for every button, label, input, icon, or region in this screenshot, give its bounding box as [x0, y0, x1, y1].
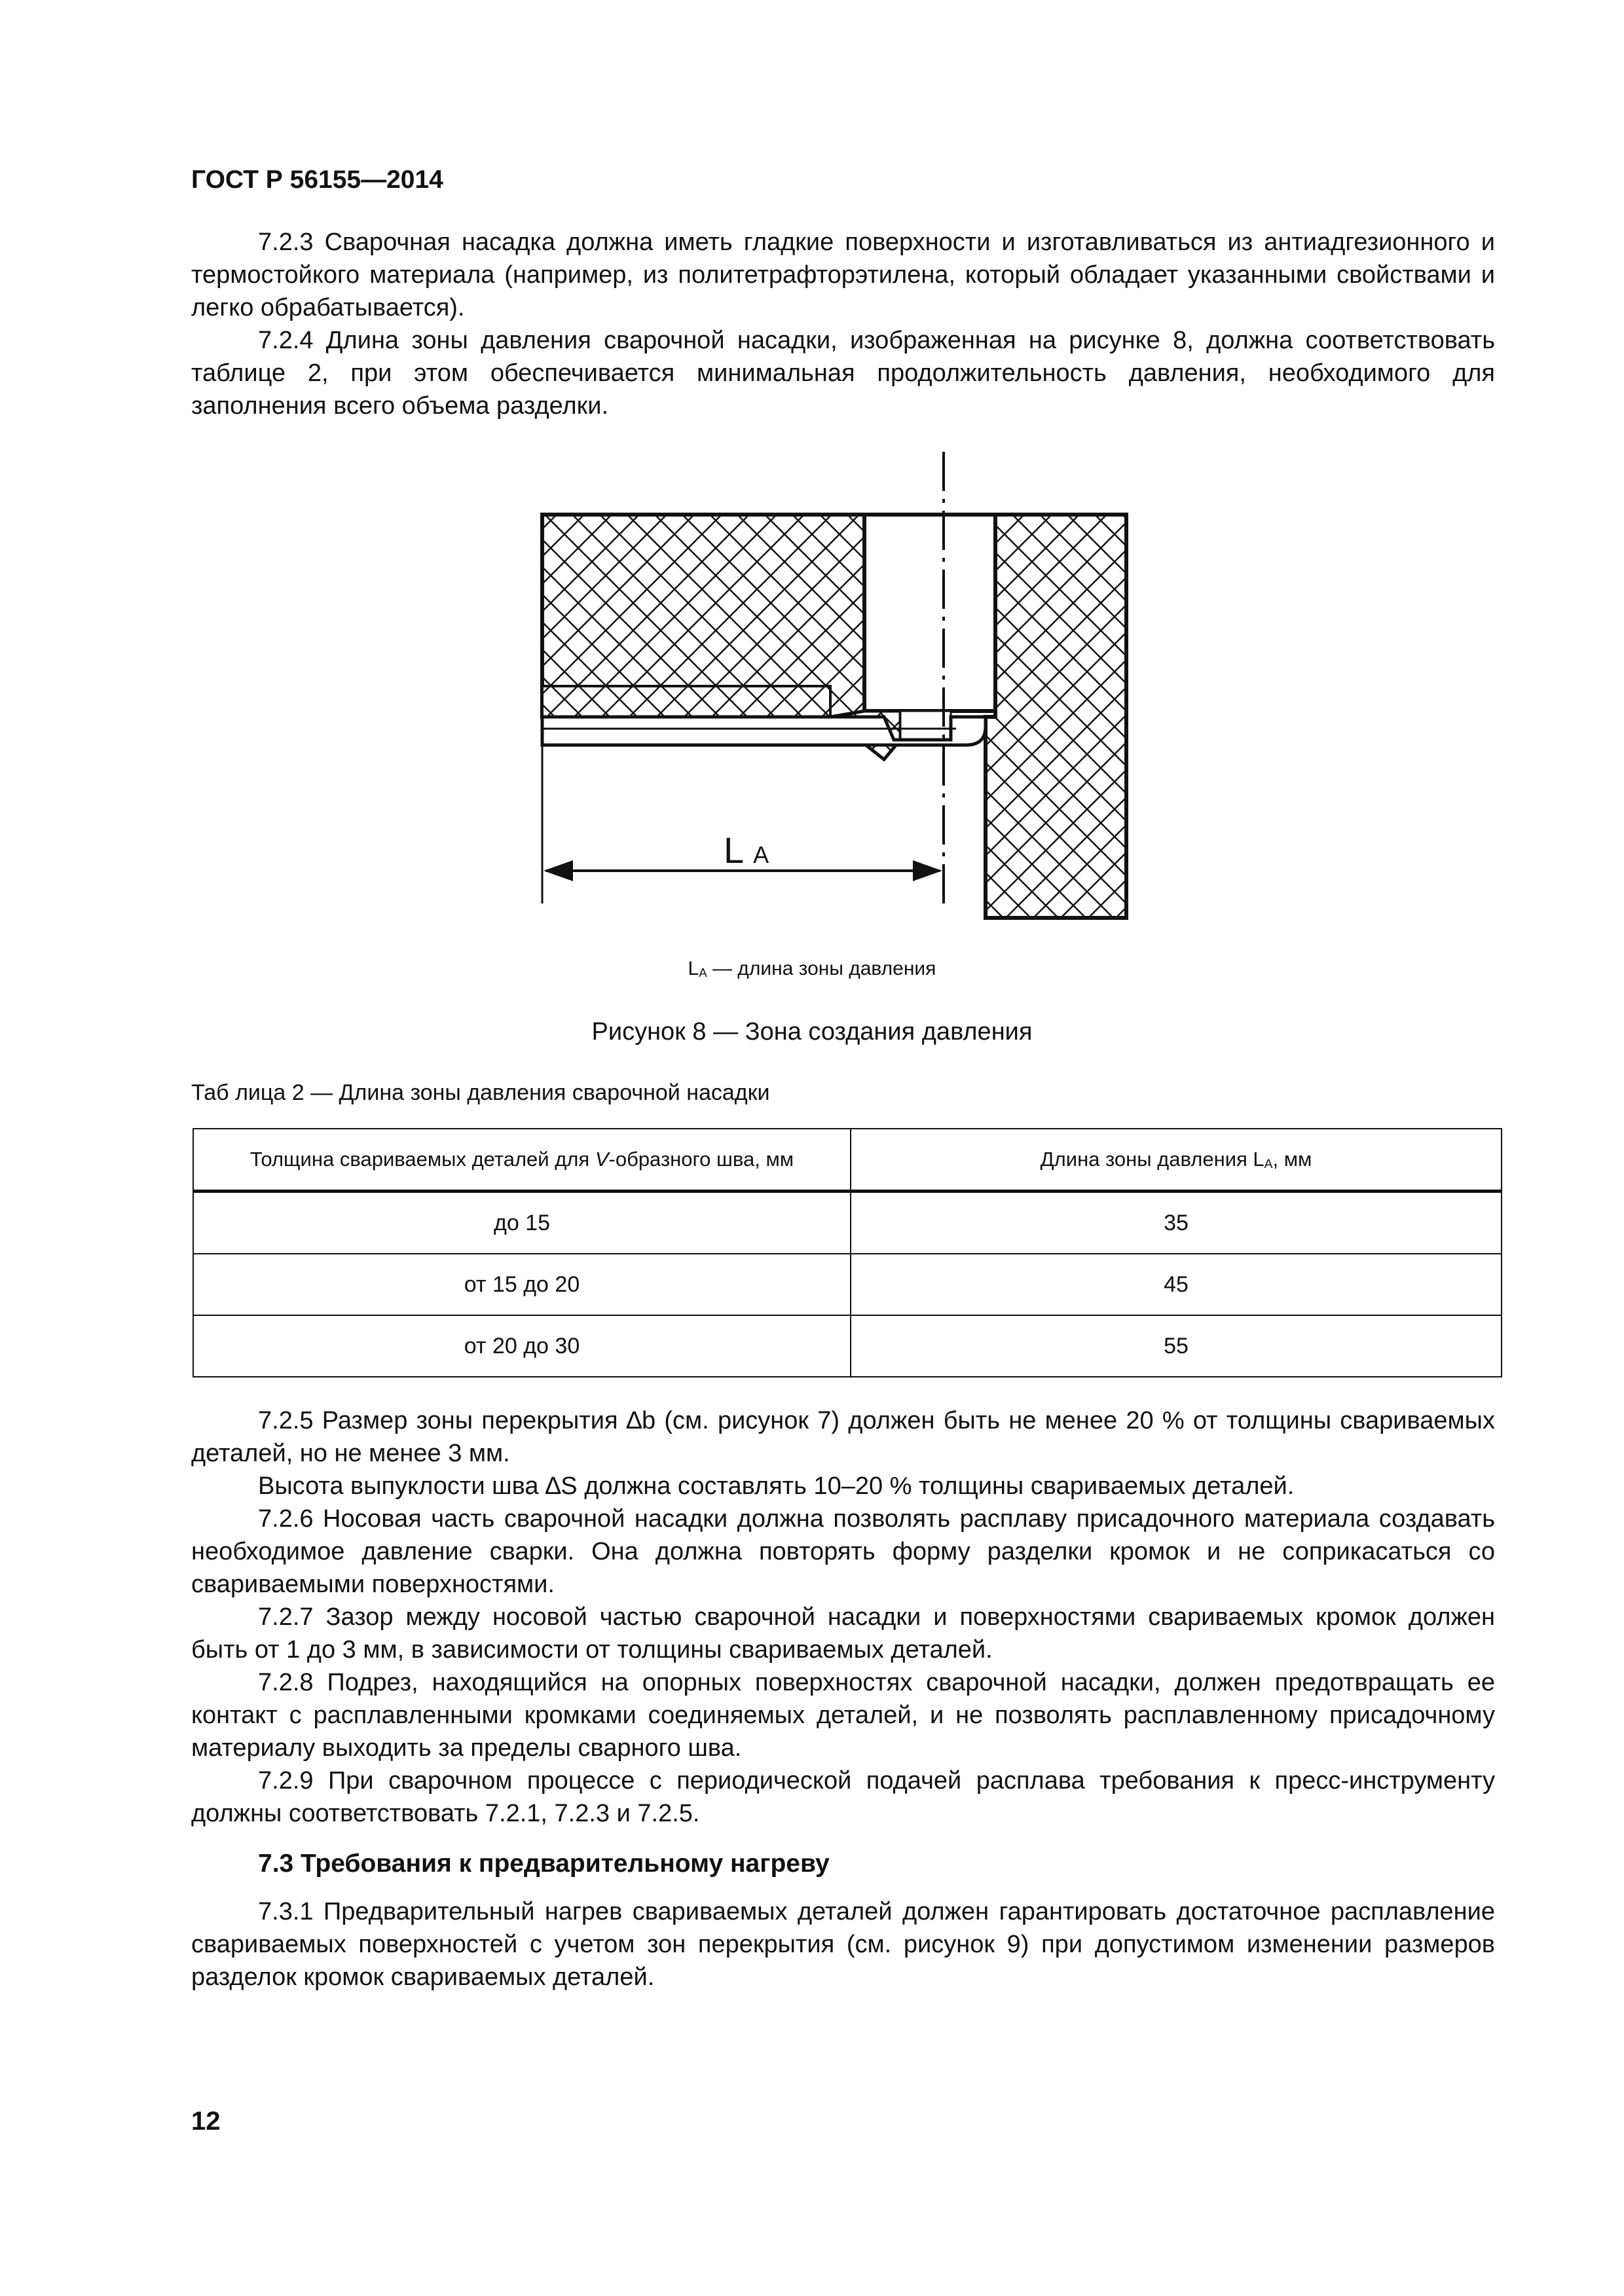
nozzle-diagram — [537, 452, 1166, 936]
paragraph-weld-height: Высота выпуклости шва ∆S должна составлять 10–20 % толщины свариваемых деталей. — [258, 1472, 1295, 1500]
document-code: ГОСТ Р 56155—2014 — [191, 166, 443, 194]
table-caption: Таб лица 2 — Длина зоны давления сварочной насадки — [191, 1080, 770, 1105]
nozzle-lower-strip — [542, 686, 830, 717]
table-header-length: Длина зоны давления $L_A$, мм — [851, 1129, 1502, 1192]
table-row: от 20 до 30 55 — [193, 1315, 1502, 1377]
paragraph-7-2-6: 7.2.6 Носовая часть сварочной насадки должна позволять расплаву присадочного материала создавать необходимое давление сварки. Она должна повторять форму разделки кромок и не соприкасаться со свариваемыми поверхностями. — [191, 1505, 1495, 1598]
dimension-label: L A — [724, 829, 769, 871]
paragraph-7-2-7: 7.2.7 Зазор между носовой частью сварочной насадки и поверхностями свариваемых кромок должен быть от 1 до 3 мм, в зависимости от толщины свариваемых деталей. — [191, 1603, 1495, 1664]
melt-channel — [864, 515, 995, 711]
paragraph-7-2-9: 7.2.9 При сварочном процессе с периодической подачей расплава требования к пресс-инструменту должны соответствовать 7.2.1, 7.2.3 и 7.2.5. — [191, 1767, 1495, 1827]
paragraph-7-2-4: 7.2.4 Длина зоны давления сварочной насадки, изображенная на рисунке 8, должна соответствовать таблице 2, при этом обеспечивается минимальная продолжительность давления, необходимого для заполнения всего объема разделки. — [191, 327, 1495, 420]
paragraph-7-3-1: 7.3.1 Предварительный нагрев свариваемых деталей должен гарантировать достаточное расплавление свариваемых поверхностей с учетом зон перекрытия (см. рисунок 9) при допустимом изменении размеров разделок кромок свариваемых деталей. — [191, 1898, 1495, 1991]
table-row: от 15 до 20 45 — [193, 1254, 1502, 1315]
table-row: до 15 35 — [193, 1192, 1502, 1254]
figure-legend: $L_A$ — длина зоны давления — [688, 958, 936, 979]
page-number: 12 — [191, 2107, 221, 2136]
paragraph-7-2-5: 7.2.5 Размер зоны перекрытия ∆b (см. рисунок 7) должен быть не менее 20 % от толщины свариваемых деталей, но не менее 3 мм. — [191, 1407, 1495, 1467]
paragraph-7-2-3: 7.2.3 Сварочная насадка должна иметь гладкие поверхности и изготавливаться из антиадгезионного и термостойкого материала (например, из политетрафторэтилена, который обладает указанными свойствами и легко обрабатывается). — [191, 228, 1495, 321]
figure-caption: Рисунок 8 — Зона создания давления — [591, 1018, 1033, 1046]
pressure-zone-table — [193, 1128, 1502, 1377]
paragraph-7-2-8: 7.2.8 Подрез, находящийся на опорных поверхностях сварочной насадки, должен предотвращать ее контакт с расплавленными кромками соединяемых деталей, и не позволять расплавленному присадочному материалу выходить за пределы сварного шва. — [191, 1669, 1495, 1762]
figure-pressure-zone — [537, 452, 1166, 939]
table-header-thickness: Толщина свариваемых деталей для V-образного шва, мм — [193, 1129, 851, 1192]
section-heading: 7.3 Требования к предварительному нагреву — [258, 1850, 830, 1878]
